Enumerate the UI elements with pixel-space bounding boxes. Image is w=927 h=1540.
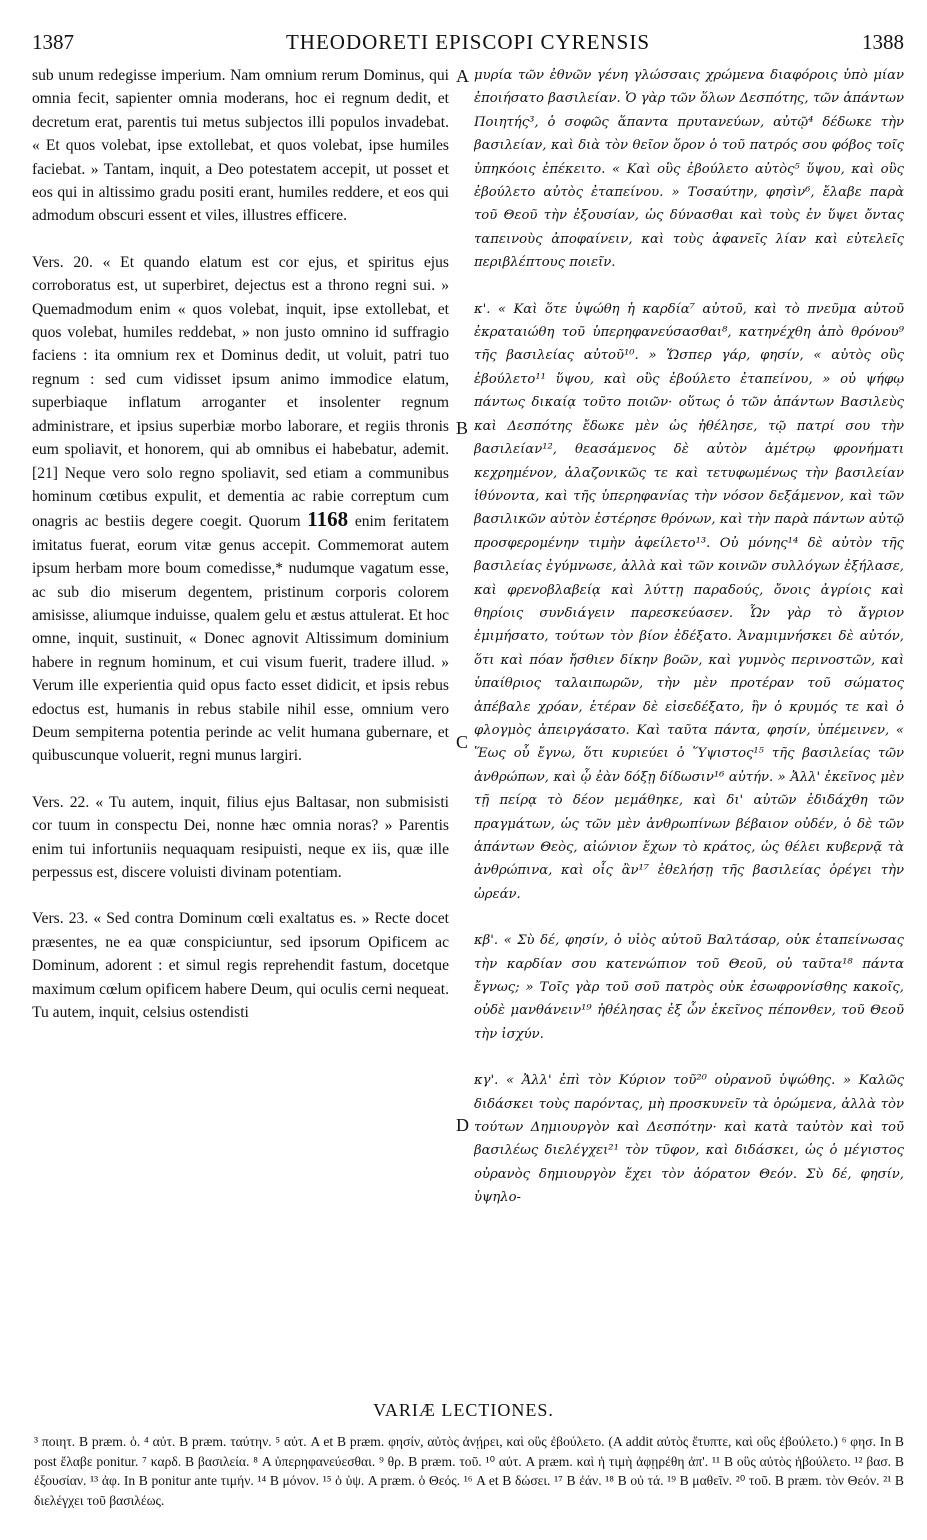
greek-column [474, 64, 904, 1339]
latin-paragraph [32, 251, 449, 768]
variae-lectiones-title: VARIÆ LECTIONES. [373, 1400, 554, 1420]
latin-paragraph: sub unum redegisse imperium. Nam omnium rerum Dominus, qui omnia fecit, sapienter omnia moderans, hoc ei regnum dedit, et decretum erat, parentis tui metus subjectos illi populos invadebat. « Et quos volebat, ipse extollebat, et quos volebat, ipse humiles faciebat. » Tantam, inquit, a Deo potestatem accepit, ut posset et eos qui in altissimo gradu positi erant, humiles reddere, et eos qui admodum obscuri essent et viles, illustres efficere. [32, 67, 449, 225]
greek-paragraph: μυρία τῶν ἐθνῶν γένη γλώσσαις χρώμενα διαφόροις ὑπὸ μίαν ἐποιήσατο βασιλείαν. Ὁ γὰρ τῶν ὅλων Δεσπότης, τῶν ἁπάντων Ποιητής³, ὁ σοφῶς ἅπαντα πρυτανεύων, αὐτῷ⁴ δέδωκε τὴν βασιλείαν, καὶ διὰ τὸν θεῖον ὅρον ὁ τοῦ πατρός σου φόβος τοῖς ὑπηκόοις ἐπέκειτο. « Καὶ οὓς ἐβούλετο αὐτὸς⁵ ὕψου, καὶ οὓς ἐβούλετο αὐτὸς ἐταπείνου. » Τοσαύτην, φησὶν⁶, ἔλαβε παρὰ τοῦ Θεοῦ τὴν ἐξουσίαν, ὡς δύνασθαι καὶ τοὺς ἐν ὕψει ὄντας ταπεινοὺς ἀποφαίνειν, καὶ τοὺς ἀφανεῖς λίαν καὶ εὐτελεῖς περιβλέπτους ποιεῖν. [474, 68, 904, 271]
latin-paragraph: Vers. 22. « Tu autem, inquit, filius ejus Baltasar, non submisisti cor tuum in conspectu Dei, nonne hæc omnia noras? » Parentis enim tui infortuniis nequaquam resipuisti, neque ex iis, quæ ille perpessus est, discere voluisti divinam potentiam. [32, 793, 449, 881]
page-number-left: 1387 [32, 30, 74, 54]
page-number-right: 1388 [862, 30, 904, 54]
page-header [32, 30, 904, 58]
latin-column [32, 64, 449, 1339]
latin-paragraph: Vers. 23. « Sed contra Dominum cœli exaltatus es. » Recte docet præsentes, ne ea quæ conspiciuntur, sed ipsorum Opificem ac Dominum, adorent : et simul regis reprehendit fastum, docetque maximum cœlum opificem habere Deum, qui oculis cerni nequeat. Tu autem, inquit, celsius ostendisti [32, 910, 449, 1022]
greek-paragraph: κ'. « Καὶ ὅτε ὑψώθη ἡ καρδία⁷ αὐτοῦ, καὶ τὸ πνεῦμα αὐτοῦ ἐκραταιώθη τοῦ ὑπερηφανεύσασθαι⁸, κατηνέχθη ἀπὸ θρόνου⁹ τῆς βασιλείας αὐτοῦ¹⁰. » Ὥσπερ γάρ, φησίν, « αὐτὸς οὓς ἐβούλετο¹¹ ὕψου, καὶ οὓς ἐβούλετο ἐταπείνου, » οὐ ψήφῳ πάντως δικαίᾳ τοῦτο ποιῶν· οὕτως ὁ τῶν ἁπάντων Βασιλεὺς καὶ Δεσπότης ἔδωκε μὲν ὡς ἠθέλησε, τῷ πατρί σου τὴν βασιλείαν¹², θεασάμενος δὲ αὐτὸν ἀμέτρῳ φρονήματι κεχρημένον, ἀλαζονικῶς τε καὶ τετυφωμένως τὴν βασιλείαν ἰθύνοντα, καὶ τῆς ὑπερηφανίας τὴν νόσον δεξάμενον, καὶ τῶν βασιλικῶν αὐτὸν ἐστέρησε θρόνων, καὶ τὴν παρὰ πάντων αὐτῷ προσφερομένην τιμὴν ἀφείλετο¹³. Οὐ μόνης¹⁴ δὲ αὐτὸν τῆς βασιλείας ἐγύμνωσε, ἀλλὰ καὶ τῶν κοινῶν συλλόγων ἐξήλασε, καὶ φρενοβλαβείᾳ καὶ λύττῃ παραδούς, ὄνοις ἀγρίοις καὶ θηρίοις συνδιάγειν παρεσκεύασεν. Ὧν γὰρ τὸ ἄγριον ἐμιμήσατο, τούτων τὸν βίον ἐδέξατο. Ἀναμιμνήσκει δὲ αὐτόν, ὅτι καὶ πόαν ἤσθιεν δίκην βοῶν, καὶ γυμνὸς περινοστῶν, καὶ ὑπαίθριος ταλαιπωρῶν, τὴν μὲν προτέραν τοῦ σώματος ἀπέβαλε χρόαν, ἑτέραν δὲ εἰσεδέξατο, ἣν ὁ κρυμός τε καὶ ὁ φλογμὸς ἀπειργάσατο. Καὶ ταῦτα πάντα, φησίν, ὑπέμεινεν, « Ἕως οὗ ἔγνω, ὅτι κυριεύει ὁ Ὕψιστος¹⁵ τῆς βασιλείας τῶν ἀνθρώπων, καὶ ᾧ ἐὰν δόξῃ δίδωσιν¹⁶ αὐτήν. » Ἀλλ' ἐκεῖνος μὲν τῇ πείρᾳ τὸ δέον μεμάθηκε, καὶ δι' αὐτῶν ἐδιδάχθη τῶν πραγμάτων, ὡς τῶν μὲν ἀνθρωπίνων βέβαιον οὐδέν, ὁ δὲ τῶν ἁπάντων Θεὸς, αἰώνιον ἔχων τὸ κράτος, ὡς θέλει κυβερνᾷ τὰ ἀνθρώπινα, καὶ οἷς ἂν¹⁷ ἐθελήσῃ τῆς βασιλείας ὀρέγει τὴν ὠρεάν. [474, 301, 904, 902]
latin-text: Vers. 20. « Et quando elatum est cor ejus, et spiritus ejus corroboratus est, ut superbiret, dejectus est a throno regni sui. » Quemadmodum enim « quos volebat, inquit, ipse extollebat, et quos volebat, humiles reddebat, » non justo omnino id suffragio faciens : ita omnium rex et Dominus dedit, ut voluit, patri tuo regnum : sed cum vidisset ipsum animo immodice elatum, superbiaque inflatum arroganter et insolenter regnum administrare, et ipsius superbiæ morbo laborare, et regiis thronis eum spoliavit, et honorem, qui ab omnibus ei habebatur, ademit. [21] Neque vero solo regno spoliavit, sed etiam a communibus hominum cœtibus expulit, et dementia ac rabie correptum cum onagris ac bestiis degere coegit. Quorum [32, 253, 449, 531]
section-marker-c: C [456, 732, 469, 752]
section-marker-d: D [456, 1115, 469, 1135]
column-number: 1168 [307, 507, 349, 532]
latin-text: enim feritatem imitatus fuerat, eorum vitæ genus accepit. Commemorat autem ipsum herbam more boum comedisse,* nudumque vagatum esse, ac sub dio miserum degentem, pristinum corporis colorem amisisse, aliumque induisse, qualem gelu et æstus attulerat. Et hoc omne, inquit, sustinuit, « Donec agnovit Altissimum dominium habere in regnum hominum, et cui visum fuerit, tradere illud. » Verum ille experientia quid opus facto esset didicit, et ipsis rebus edoctus est, humanis in rebus stabile nihil esse, omnium vero Deum sempiterna potentia perinde ac velit humana gubernare, et quibuscunque voluerit, regni munus largiri. [32, 513, 449, 765]
running-title: THEODORETI EPISCOPI CYRENSIS [285, 30, 651, 54]
section-marker-b: B [456, 418, 469, 438]
greek-paragraph: κβ'. « Σὺ δέ, φησίν, ὁ υἱὸς αὐτοῦ Βαλτάσαρ, οὐκ ἐταπείνωσας τὴν καρδίαν σου κατενώπιον τοῦ Θεοῦ, οὐ ταῦτα¹⁸ πάντα ἔγνως; » Τοῖς γὰρ τοῦ σοῦ πατρὸς οὐκ ἐσωφρονίσθης κακοῖς, οὐδὲ μανθάνειν¹⁹ ἠθέλησας ἐξ ὧν ἐκεῖνος πέπονθεν, τοῦ Θεοῦ τὴν ἰσχύν. [474, 933, 904, 1042]
greek-paragraph: κγ'. « Ἀλλ' ἐπὶ τὸν Κύριον τοῦ²⁰ οὐρανοῦ ὑψώθης. » Καλῶς διδάσκει τοὺς παρόντας, μὴ προσκυνεῖν τὰ ὁρώμενα, ἀλλὰ τὸν τούτων Δημιουργὸν καὶ Δεσπότην· καὶ κατὰ ταὐτὸν καὶ τοῦ βασιλέως διελέγχει²¹ τὸν τῦφον, καὶ διδάσκει, ὡς ὁ μέγιστος οὐρανὸς δημιουργὸν ἔχει τὸν ἀόρατον Θεόν. Σὺ δέ, φησίν, ὑψηλο- [474, 1073, 904, 1206]
variae-lectiones-notes: ³ ποιητ. B præm. ὁ. ⁴ αὐτ. B præm. ταύτην. ⁵ αὐτ. A et B præm. φησίν, αὐτὸς ἀνῄρει, καὶ οὓς ἐβούλετο. (A addit αὐτὸς ἔτυπτε, καὶ οὓς ἐβούλετο.) ⁶ φησ. In B post ἔλαβε ponitur. ⁷ καρδ. B βασιλεία. ⁸ A ὑπερηφανεύεσθαι. ⁹ θρ. B præm. τοῦ. ¹⁰ αὐτ. A præm. καὶ ἡ τιμὴ ἀφῃρέθη ἀπ'. ¹¹ B οὓς αὐτὸς ἠβούλετο. ¹² βασ. B ἐξουσίαν. ¹³ ἀφ. In B ponitur ante τιμήν. ¹⁴ B μόνον. ¹⁵ ὁ ὑψ. A præm. ὁ Θεός. ¹⁶ A et B δώσει. ¹⁷ B ἐάν. ¹⁸ B οὐ τά. ¹⁹ B μαθεῖν. ²⁰ τοῦ. B præm. τὸν Θεόν. ²¹ B διελέγχει τοῦ βασιλέως. [34, 1434, 904, 1508]
section-marker-a: A [456, 66, 469, 86]
